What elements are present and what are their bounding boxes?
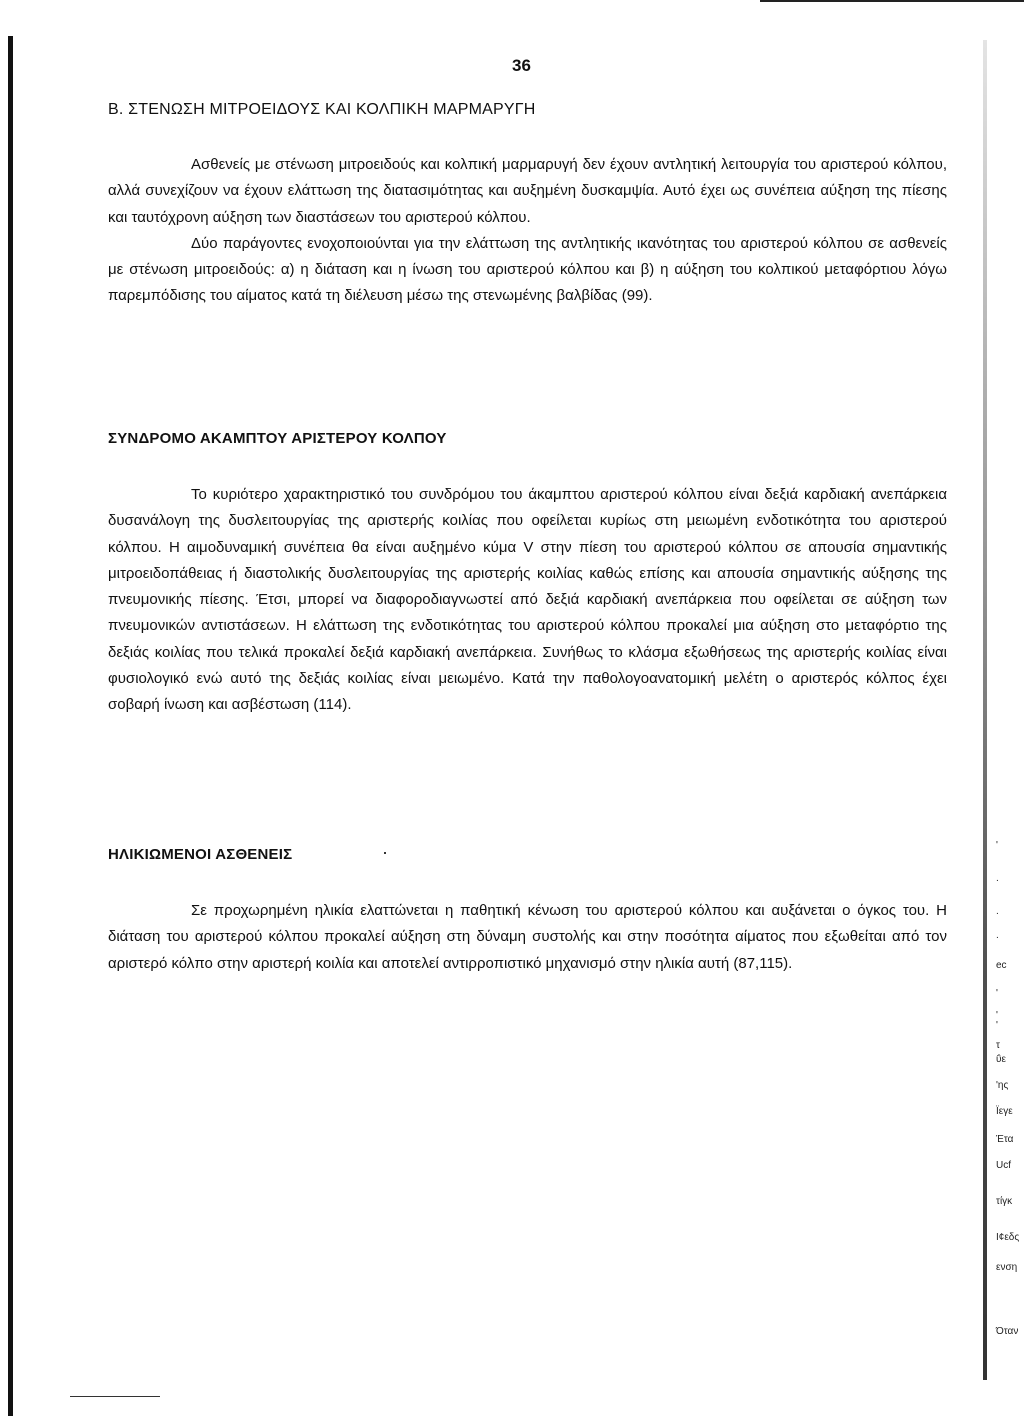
bleed-text: ' <box>996 840 998 851</box>
scan-edge-top <box>760 0 1024 2</box>
elderly-paragraph-block <box>108 898 947 977</box>
bleed-text: ec <box>996 960 1007 971</box>
scan-edge-left <box>8 36 13 1416</box>
bleed-text: Ucf <box>996 1160 1011 1171</box>
bleed-text: Έτα <box>996 1134 1014 1145</box>
bleed-text: τίγκ <box>996 1196 1013 1207</box>
syndrome-paragraph-block <box>108 482 947 719</box>
bleed-text: 'ης <box>996 1080 1009 1091</box>
scan-edge-right <box>983 40 987 1380</box>
bleed-text: ' <box>996 988 998 999</box>
scan-speck <box>384 852 386 854</box>
bleed-text: ' <box>996 1020 998 1031</box>
intro-paragraph-2: Δύο παράγοντες ενοχοποιούνται για την ελάττωση της αντλητικής ικανότητας του αριστερού κόλπου σε ασθενείς με στένωση μιτροειδούς: α) η διάταση και η ίνωση του αριστερού κόλπου και β) η αύξηση του κολπικού μεταφόρτιου λόγω παρεμπόδισης του αίματος κατά τη διέλευση μέσω της στενωμένης βαλβίδας (99). <box>108 234 947 305</box>
bleed-text: τ <box>996 1040 1000 1051</box>
elderly-heading: ΗΛΙΚΙΩΜΕΝΟΙ ΑΣΘΕΝΕΙΣ <box>108 846 293 863</box>
bleed-text: . <box>996 906 999 917</box>
bottom-rule <box>70 1396 160 1397</box>
bleed-text: ενση <box>996 1262 1018 1273</box>
syndrome-paragraph-1: Το κυριότερο χαρακτηριστικό του συνδρόμου του άκαμπτου αριστερού κόλπου είναι δεξιά καρδιακή ανεπάρκεια δυσανάλογη της δυσλειτουργίας της αριστερής κοιλίας που οφείλεται κυρίως στη μειωμένη ενδοτικότητα του αριστερού κόλπου. Η αιμοδυναμική συνέπεια θα είναι αυξημένο κύμα V στην πίεση του αριστερού κόλπου σε απουσία σημαντικής μιτροειδοπάθειας ή διαστολικής δυσλειτουργίας της αριστερής κοιλίας καθώς επίσης και απουσία σημαντικής αύξησης της πνευμονικής πίεσης. Έτσι, μπορεί να διαφοροδιαγνωστεί από δεξιά καρδιακή ανεπάρκεια που οφείλεται σε αύξηση των πνευμονικών αντιστάσεων. Η ελάττωση της ενδοτικότητας του αριστερού κόλπου προκαλεί μια αύξηση στο μεταφόρτιο της δεξιάς κοιλίας που τελικά προκαλεί δεξιά καρδιακή ανεπάρκεια. Συνήθως το κλάσμα εξωθήσεως της αριστερής κοιλίας είναι φυσιολογικό ενώ αυτό της δεξιάς κοιλίας είναι μειωμένο. Κατά την παθολογοανατομική μελέτη ο αριστερός κόλπος έχει σοβαρή ίνωση και ασβέστωση (114). <box>108 486 947 714</box>
bleed-text: Όταν <box>996 1326 1019 1337</box>
bleed-text: . <box>996 930 999 941</box>
syndrome-heading: ΣΥΝΔΡΟΜΟ ΑΚΑΜΠΤΟΥ ΑΡΙΣΤΕΡΟΥ ΚΟΛΠΟΥ <box>108 430 447 447</box>
page-number: 36 <box>512 56 531 75</box>
intro-paragraph-1: Ασθενείς με στένωση μιτροειδούς και κολπική μαρμαρυγή δεν έχουν αντλητική λειτουργία του αριστερού κόλπου, αλλά συνεχίζουν να έχουν ελάττωση της διατασιμότητας και αυξημένη δυσκαμψία. Αυτό έχει ως συνέπεια αύξηση της πίεσης και ταυτόχρονη αύξηση των διαστάσεων του αριστερού κόλπου. <box>108 156 947 226</box>
elderly-paragraph-1: Σε προχωρημένη ηλικία ελαττώνεται η παθητική κένωση του αριστερού κόλπου και αυξάνεται ο όγκος του. Η διάταση του αριστερού κόλπου προκαλεί αύξηση στη δύναμη συστολής και στην ποσότητα αίματος που εξωθείται από τον αριστερό κόλπο στην αριστερή κοιλία και αποτελεί αντιρροπιστικό μηχανισμό στην ηλικία αυτή (87,115). <box>108 902 947 972</box>
intro-paragraphs <box>108 152 947 310</box>
section-title: Β. ΣΤΕΝΩΣΗ ΜΙΤΡΟΕΙΔΟΥΣ ΚΑΙ ΚΟΛΠΙΚΗ ΜΑΡΜΑΡΥΓΗ <box>108 101 536 118</box>
bleed-text: ΰε <box>996 1054 1006 1065</box>
bleed-text: Ι¢εδς <box>996 1232 1020 1243</box>
bleed-text: . <box>996 873 999 884</box>
bleed-text: ' <box>996 1010 998 1021</box>
bleed-text: Ϊεγε <box>996 1106 1013 1117</box>
